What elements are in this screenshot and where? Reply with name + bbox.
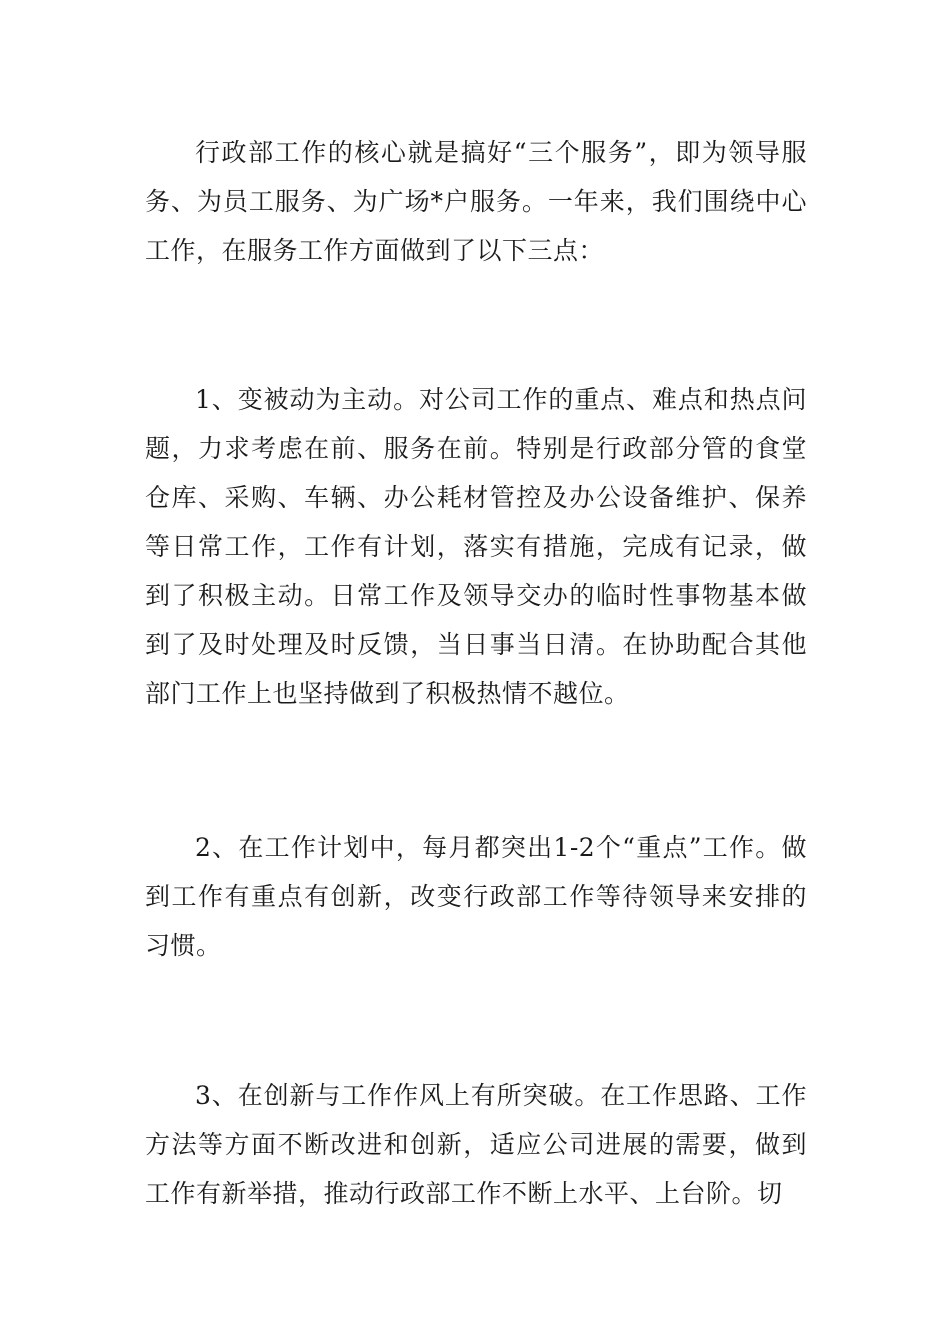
- paragraph-point-1: 1、变被动为主动。对公司工作的重点、难点和热点问题，力求考虑在前、服务在前。特别是行政部分管的食堂仓库、采购、车辆、办公耗材管控及办公设备维护、保养等日常工作，工作有计划，落实有措施，完成有记录，做到了积极主动。日常工作及领导交办的临时性事物基本做到了及时处理及时反馈，当日事当日清。在协助配合其他部门工作上也坚持做到了积极热情不越位。: [145, 385, 807, 708]
- paragraph-point-2: 2、在工作计划中，每月都突出1-2个“重点”工作。做到工作有重点有创新，改变行政部工作等待领导来安排的习惯。: [145, 833, 807, 960]
- paragraph-point-3: 3、在创新与工作作风上有所突破。在工作思路、工作方法等方面不断改进和创新，适应公司进展的需要，做到工作有新举措，推动行政部工作不断上水平、上台阶。切: [145, 1081, 807, 1208]
- paragraph-intro: 行政部工作的核心就是搞好“三个服务”，即为领导服务、为员工服务、为广场*户服务。一年来，我们围绕中心工作，在服务工作方面做到了以下三点：: [145, 138, 807, 265]
